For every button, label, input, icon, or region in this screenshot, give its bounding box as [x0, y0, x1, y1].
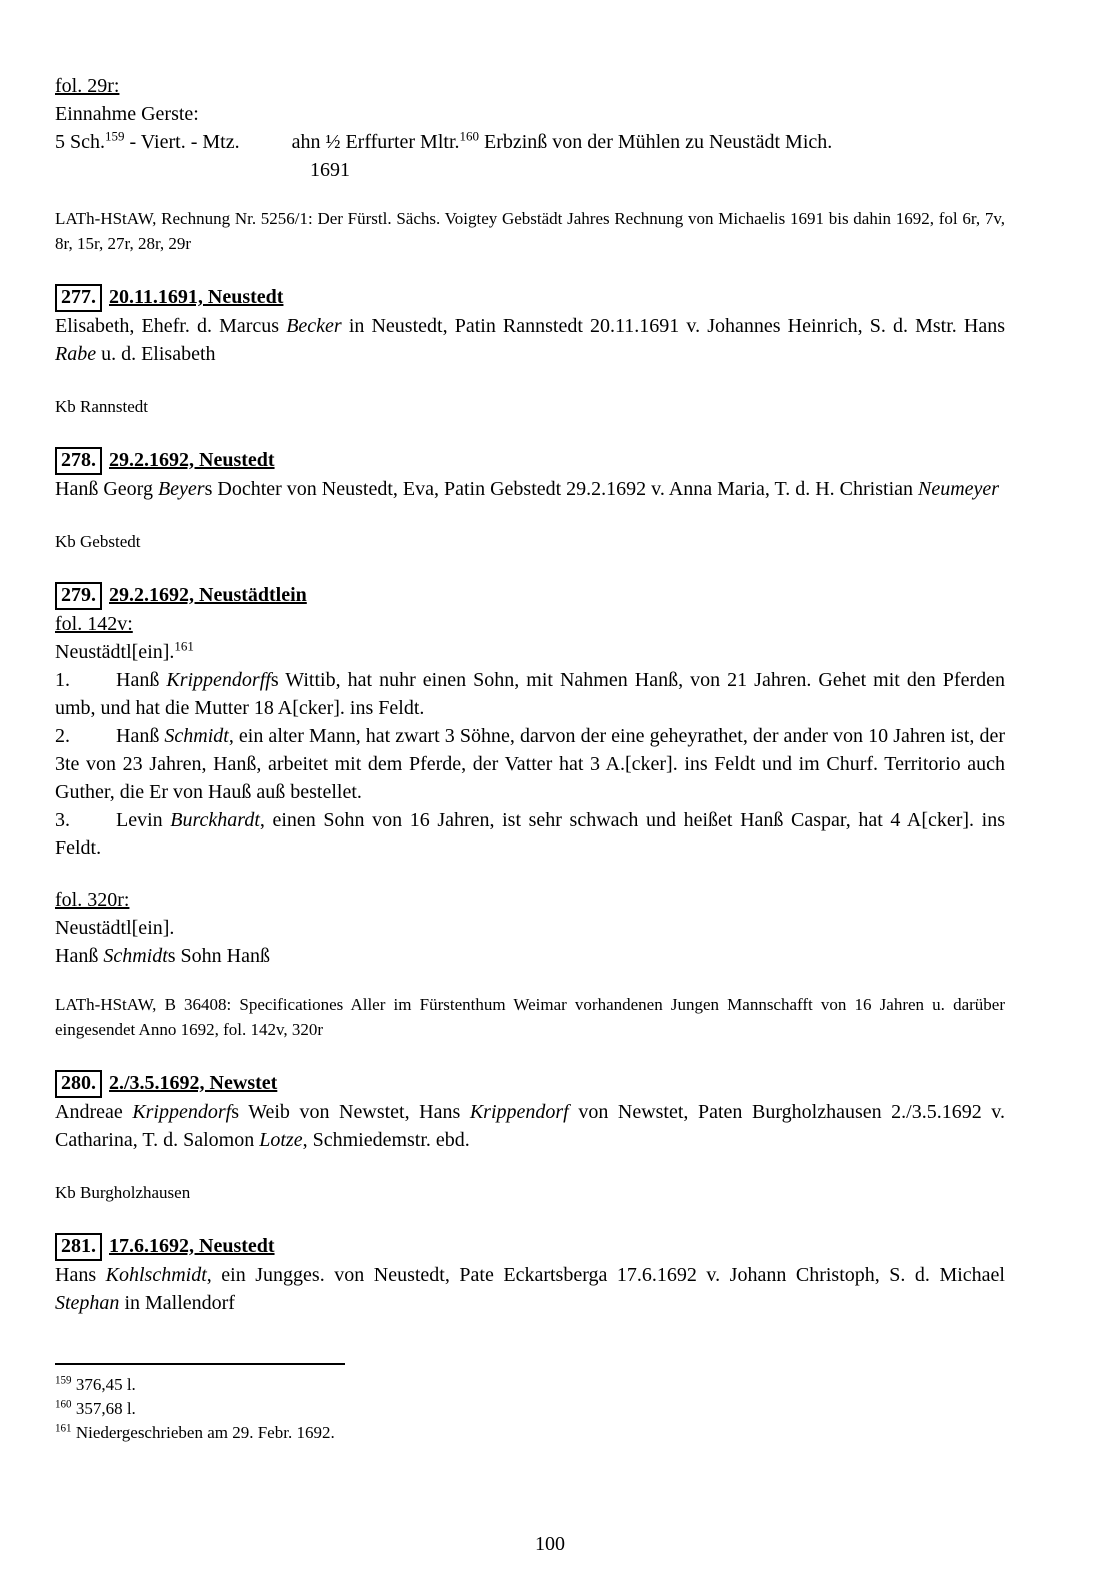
entry-277-heading [55, 282, 1005, 312]
footnote-160: $^{160}$ 357,68 l. [55, 1398, 136, 1418]
entry-278-number: 278. [55, 447, 102, 475]
entry-281-number: 281. [55, 1233, 102, 1261]
header-einnahme-gerste: Einnahme Gerste: [55, 103, 199, 125]
entry-279-item-2: 2. Hanß Schmidt, ein alter Mann, hat zwart 3 Söhne, darvon der eine geheyrathet, der ander von 10 Jahren ist, der 3te von 23 Jahren, Hanß, arbeitet mit dem Pferde, der Vatter hat 3 A.[cker]. ins Feldt und im Churf. Territorio auch Guther, die Er von Hauß auß bestellet. [55, 725, 1005, 803]
folio-ref-320r: fol. 320r: [55, 889, 130, 911]
footnote-separator-rule [55, 1363, 345, 1365]
entry-277-number: 277. [55, 284, 102, 312]
archive-source-2: LATh-HStAW, B 36408: Specificationes Aller im Fürstenthum Weimar vorhandenen Jungen Mannschafft von 16 Jahren u. darüber eingesendet Anno 1692, fol. 142v, 320r [55, 995, 1005, 1039]
entry-279-title: 29.2.1692, Neustädtlein [109, 584, 307, 606]
footnote-161: $^{161}$ Niedergeschrieben am 29. Febr. 1692. [55, 1422, 335, 1442]
entry-278-heading [55, 445, 1005, 475]
folio-ref-142v: fol. 142v: [55, 613, 133, 635]
entry-279-son-line: Hanß Schmidts Sohn Hanß [55, 945, 270, 967]
entry-280-church-book: Kb Burgholzhausen [55, 1183, 191, 1202]
entry-277-body: Elisabeth, Ehefr. d. Marcus Becker in Neustedt, Patin Rannstedt 20.11.1691 v. Johannes Heinrich, S. d. Mstr. Hans Rabe u. d. Elisabeth [55, 315, 1005, 365]
entry-279-number: 279. [55, 582, 102, 610]
entry-279-place-line: Neustädtl[ein]. [55, 917, 175, 939]
header-amount-line: 5 Sch.$^{159}$ - Viert. - Mtz. ahn ½ Erffurter Mltr.$^{160}$ Erbzinß von der Mühlen zu Neustädt Mich. [55, 128, 833, 153]
entry-280-body: Andreae Krippendorfs Weib von Newstet, Hans Krippendorf von Newstet, Paten Burgholzhausen 2./3.5.1692 v. Catharina, T. d. Salomon Lotze, Schmiedemstr. ebd. [55, 1101, 1006, 1151]
entry-281-title: 17.6.1692, Neustedt [109, 1235, 275, 1257]
entry-281-body: Hans Kohlschmidt, ein Jungges. von Neustedt, Pate Eckartsberga 17.6.1692 v. Johann Christoph, S. d. Michael Stephan in Mallendorf [55, 1264, 1005, 1314]
folio-ref-29r: fol. 29r: [55, 75, 120, 97]
entry-280-number: 280. [55, 1070, 102, 1098]
entry-279-intro: Neustädtl[ein].$^{161}$ [55, 638, 194, 663]
entry-279-item-1: 1. Hanß Krippendorffs Wittib, hat nuhr einen Sohn, mit Nahmen Hanß, von 21 Jahren. Gehet mit den Pferden umb, und hat die Mutter 18 A[cker]. ins Feldt. [55, 669, 1005, 719]
entry-280-title: 2./3.5.1692, Newstet [109, 1072, 278, 1094]
archive-source-1: LATh-HStAW, Rechnung Nr. 5256/1: Der Fürstl. Sächs. Voigtey Gebstädt Jahres Rechnung von Michaelis 1691 bis dahin 1692, fol 6r, 7v, 8r, 15r, 27r, 28r, 29r [55, 209, 1005, 253]
entry-280-heading [55, 1068, 1005, 1098]
header-year-1691: 1691 [310, 159, 350, 181]
entry-279-item-3: 3. Levin Burckhardt, einen Sohn von 16 Jahren, ist sehr schwach und heißet Hanß Caspar, hat 4 A[cker]. ins Feldt. [55, 809, 1005, 859]
footnotes-section [55, 1363, 1005, 1445]
entry-277-title: 20.11.1691, Neustedt [109, 286, 284, 308]
entry-281-heading [55, 1231, 1005, 1261]
entry-277-church-book: Kb Rannstedt [55, 397, 149, 416]
page-number: 100 [535, 1533, 565, 1555]
entry-278-church-book: Kb Gebstedt [55, 532, 141, 551]
entry-278-title: 29.2.1692, Neustedt [109, 449, 275, 471]
entry-279-heading [55, 580, 1005, 610]
entry-278-body: Hanß Georg Beyers Dochter von Neustedt, Eva, Patin Gebstedt 29.2.1692 v. Anna Maria, T. d. H. Christian Neumeyer [55, 478, 1000, 500]
footnote-159: $^{159}$ 376,45 l. [55, 1374, 136, 1394]
